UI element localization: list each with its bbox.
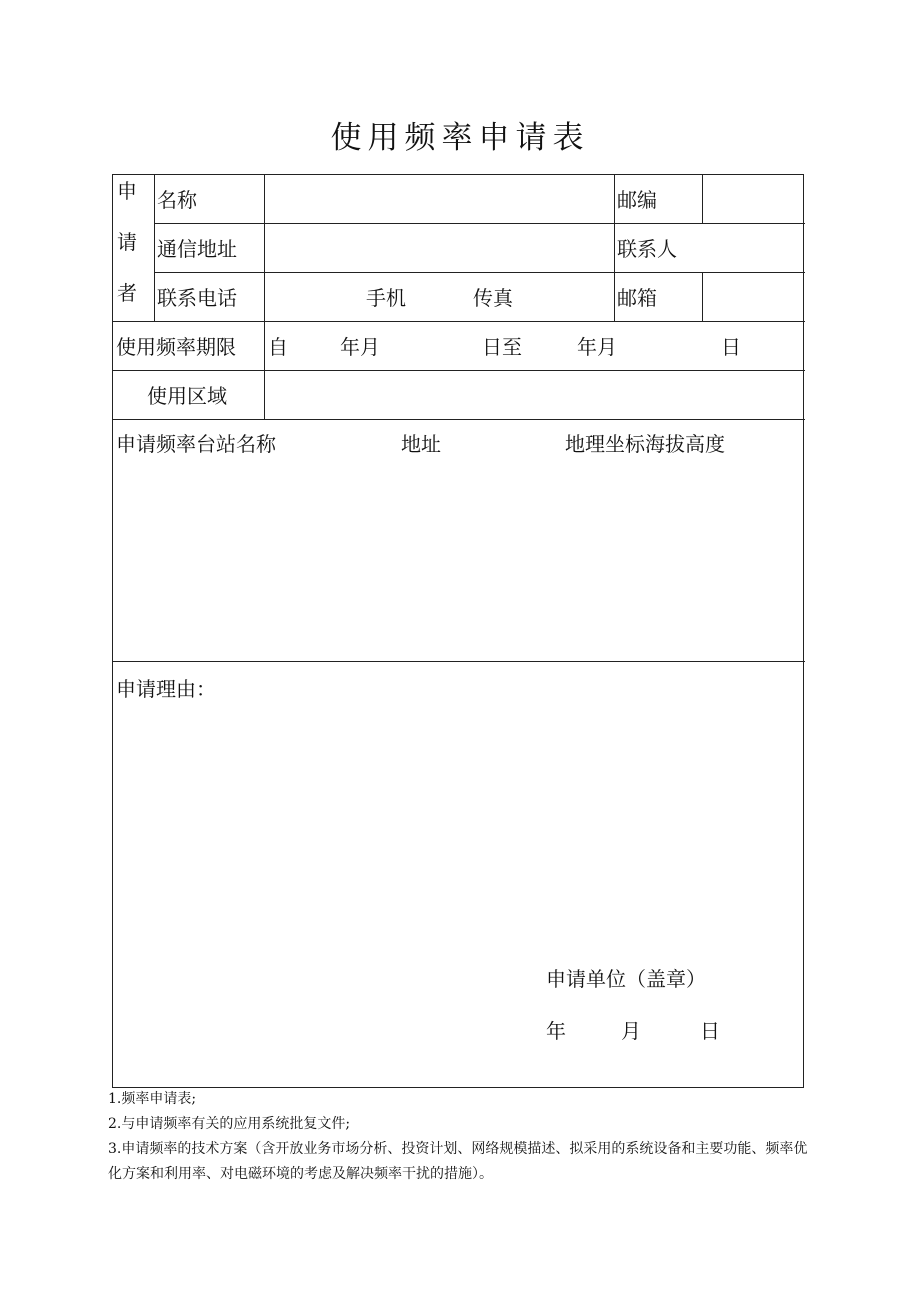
reason-label: 申请理由： <box>116 677 216 701</box>
area-label: 使用区域 <box>147 384 227 408</box>
row-divider <box>155 223 805 224</box>
area-field[interactable] <box>266 372 804 418</box>
applicant-unit-seal: 申请单位（盖章） <box>546 967 706 991</box>
mobile-label: 手机 <box>366 286 406 310</box>
sign-year: 年 <box>546 1019 566 1043</box>
contact-person-field[interactable] <box>704 225 804 271</box>
row-divider <box>155 272 805 273</box>
column-divider <box>264 175 265 419</box>
applicant-group-label-1: 申 <box>117 179 137 203</box>
phone-label: 联系电话 <box>157 286 237 310</box>
sign-month: 月 <box>621 1019 641 1043</box>
column-divider <box>154 175 155 321</box>
row-divider <box>113 370 805 371</box>
attachment-notes <box>108 1087 808 1187</box>
row-divider <box>113 661 805 662</box>
address-field[interactable] <box>266 225 613 271</box>
email-field[interactable] <box>704 274 804 320</box>
column-divider <box>702 272 703 321</box>
row-divider <box>113 321 805 322</box>
note-item: 1.频率申请表; <box>108 1091 197 1107</box>
station-name-header: 申请频率台站名称 <box>116 432 276 456</box>
contact-person-label: 联系人 <box>617 237 677 261</box>
applicant-group-label-3: 者 <box>117 281 137 305</box>
period-start-year-month: 年月 <box>340 335 380 359</box>
period-from: 自 <box>268 335 288 359</box>
name-field[interactable] <box>266 176 613 222</box>
form-title: 使用频率申请表 <box>330 120 590 156</box>
station-coords-header: 地理坐标海拔高度 <box>565 432 725 456</box>
sign-day: 日 <box>700 1019 720 1043</box>
postcode-field[interactable] <box>704 176 804 222</box>
row-divider <box>113 419 805 420</box>
postcode-label: 邮编 <box>617 188 657 212</box>
station-address-header: 地址 <box>401 432 441 456</box>
address-label: 通信地址 <box>157 237 237 261</box>
application-form <box>112 174 804 1088</box>
column-divider <box>702 175 703 224</box>
period-label: 使用频率期限 <box>116 335 236 359</box>
period-end-day: 日 <box>721 335 741 359</box>
fax-label: 传真 <box>473 286 513 310</box>
note-item: 2.与申请频率有关的应用系统批复文件; <box>108 1116 351 1132</box>
period-end-year-month: 年月 <box>577 335 617 359</box>
applicant-group-label-2: 请 <box>117 230 137 254</box>
email-label: 邮箱 <box>617 286 657 310</box>
column-divider <box>614 175 615 321</box>
name-label: 名称 <box>157 188 197 212</box>
note-item: 3.申请频率的技术方案（含开放业务市场分析、投资计划、网络规模描述、拟采用的系统设备和主要功能、频率优化方案和利用率、对电磁环境的考虑及解决频率干扰的措施）。 <box>108 1141 808 1182</box>
period-start-day-to: 日至 <box>482 335 522 359</box>
